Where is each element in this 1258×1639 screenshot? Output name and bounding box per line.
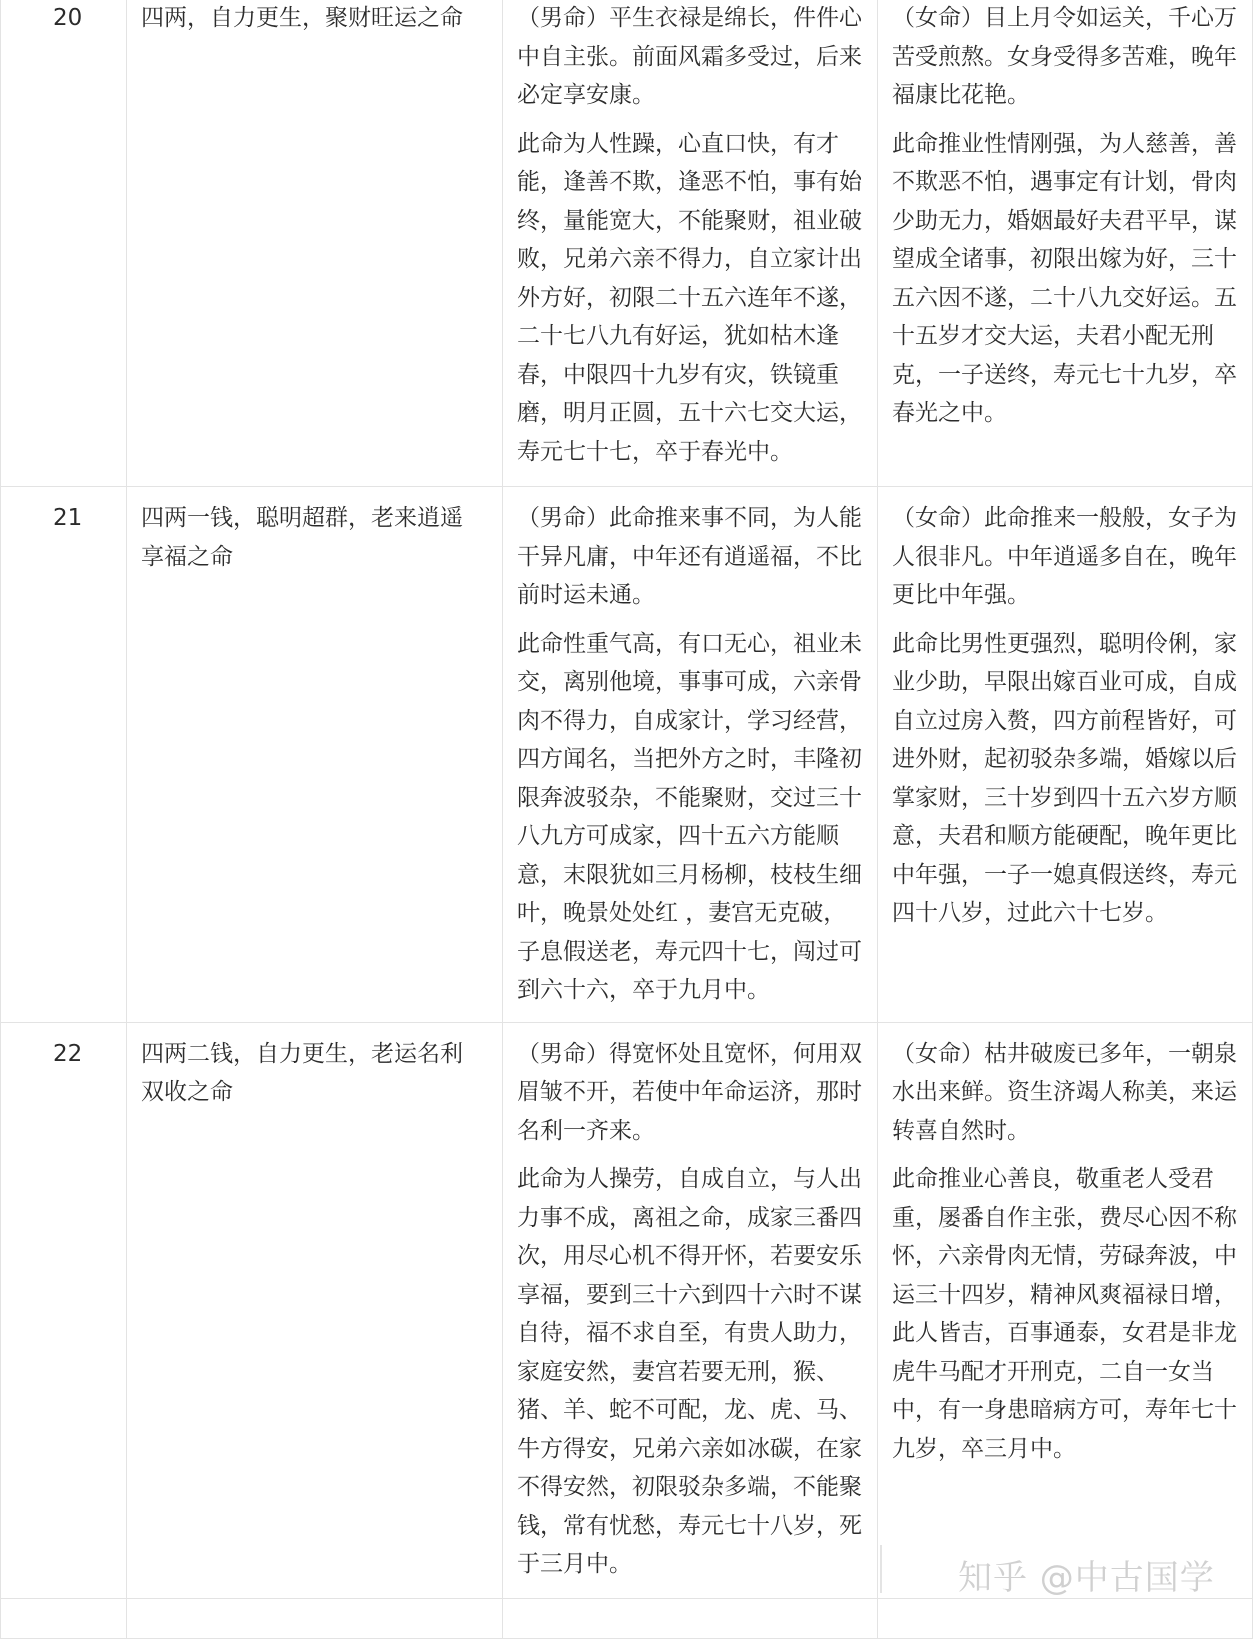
row-number: 21	[1, 487, 127, 1023]
table-row	[1, 487, 1253, 1023]
male-text: 此命性重气高，有口无心，祖业未交，离别他境，事事可成，六亲骨肉不得力，自成家计，学习经营，四方闻名，当把外方之时，丰隆初限奔波驳杂，不能聚财，交过三十八九方可成家，四十五六方能顺意，末限犹如三月杨柳，枝枝生细叶，晚景处处红 ，妻宫无克破，子息假送老，寿元四十七，闯过可到六十六，卒于九月中。	[517, 630, 862, 1003]
female-poem: （女命）此命推来一般般，女子为人很非凡。中年逍遥多自在，晚年更比中年强。	[892, 505, 1237, 608]
female-text: 此命推业心善良，敬重老人受君重，屡番自作主张，费尽心因不称怀，六亲骨肉无情，劳碌奔波，中运三十四岁，精神风爽福禄日增，此人皆吉，百事通泰，女君是非龙虎牛马配才开刑克，二自一女当中，有一身患暗病方可，寿年七十九岁，卒三月中。	[892, 1166, 1237, 1462]
female-fate	[878, 0, 1253, 487]
male-poem: （男命）此命推来事不同，为人能干异凡庸，中年还有逍遥福，不比前时运未通。	[517, 505, 862, 608]
female-poem: （女命）目上月令如运关，千心万苦受煎熬。女身受得多苦难，晚年福康比花艳。	[892, 5, 1237, 108]
female-text: 此命推业性情刚强，为人慈善，善不欺恶不怕，遇事定有计划，骨肉少助无力，婚姻最好夫君平早，谋望成全诸事，初限出嫁为好，三十五六因不遂，二十八九交好运。五十五岁才交大运，夫君小配无刑克，一子送终，寿元七十九岁，卒春光之中。	[892, 130, 1237, 426]
male-fate	[503, 487, 878, 1023]
watermark: 知乎 @中古国学	[958, 1558, 1215, 1598]
female-text: 此命比男性更强烈，聪明伶俐，家业少助，早限出嫁百业可成，自成自立过房入赘，四方前程皆好，可进外财，起初驳杂多端，婚嫁以后掌家财，三十岁到四十五六岁方顺意，夫君和顺方能硬配，晚年更比中年强，一子一媳真假送终，寿元四十八岁，过此六十七岁。	[892, 630, 1237, 926]
bone-weight: 四两一钱，聪明超群，老来逍遥享福之命	[127, 487, 503, 1023]
bone-weight: 四两二钱，自力更生，老运名利双收之命	[127, 1022, 503, 1598]
table-row	[1, 0, 1253, 487]
female-fate	[878, 487, 1253, 1023]
male-text: 此命为人操劳，自成自立，与人出力事不成，离祖之命，成家三番四次，用尽心机不得开怀，若要安乐享福，要到三十六到四十六时不谋自待，福不求自至，有贵人助力，家庭安然，妻宫若要无刑，猴、猪、羊、蛇不可配，龙、虎、马、牛方得安，兄弟六亲如冰碳，在家不得安然，初限驳杂多端，不能聚钱，常有忧愁，寿元七十八岁，死于三月中。	[517, 1166, 862, 1577]
bone-weight: 四两，自力更生，聚财旺运之命	[127, 0, 503, 487]
row-number: 20	[1, 0, 127, 487]
table-row	[1, 1022, 1253, 1598]
female-poem: （女命）枯井破废已多年，一朝泉水出来鲜。资生济竭人称美，来运转喜自然时。	[892, 1040, 1237, 1144]
female-fate	[878, 1022, 1253, 1598]
watermark-divider	[880, 1545, 882, 1593]
male-text: 此命为人性躁，心直口快，有才能，逢善不欺，逢恶不怕，事有始终，量能宽大，不能聚财，祖业破败，兄弟六亲不得力，自立家计出外方好，初限二十五六连年不遂，二十七八九有好运，犹如枯木逢春，中限四十九岁有灾，铁镜重磨，明月正圆，五十六七交大运，寿元七十七，卒于春光中。	[517, 130, 862, 465]
male-fate	[503, 0, 878, 487]
male-fate	[503, 1022, 878, 1598]
row-number: 22	[1, 1022, 127, 1598]
table-row-partial	[1, 1598, 1253, 1638]
male-poem: （男命）平生衣禄是绵长，件件心中自主张。前面风霜多受过，后来必定享安康。	[517, 5, 862, 108]
male-poem: （男命）得宽怀处且宽怀，何用双眉皱不开，若使中年命运济，那时名利一齐来。	[517, 1040, 862, 1144]
